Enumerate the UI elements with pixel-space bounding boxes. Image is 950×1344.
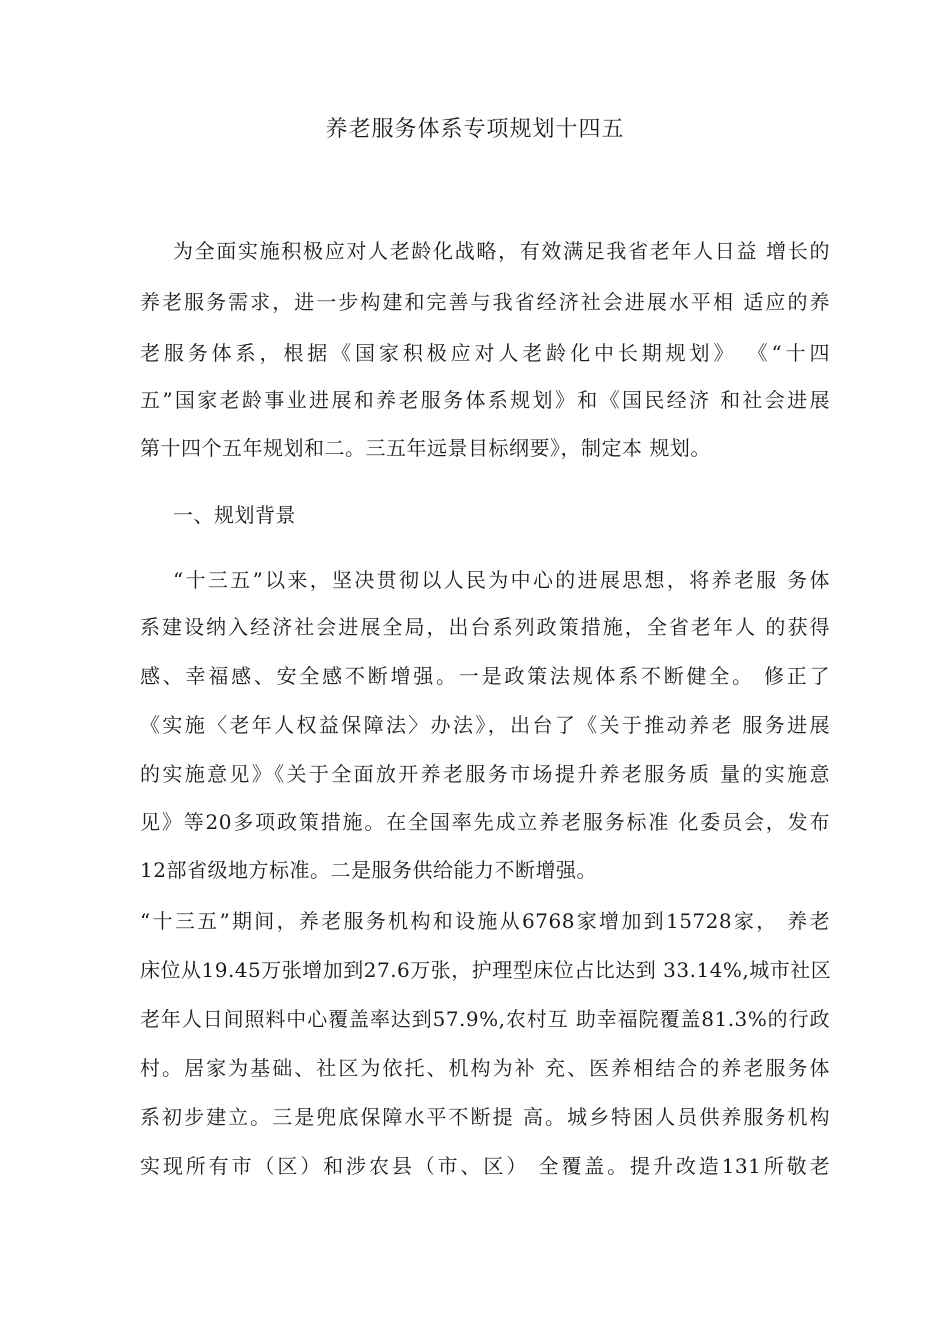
paragraph-line: 《实施〈老年人权益保障法〉办法》，出台了《关于推动养老 服务进展 bbox=[140, 713, 830, 737]
paragraph-line: 实现所有市（区）和涉农县（市、区） 全覆盖。提升改造131所敬老 bbox=[140, 1154, 830, 1178]
paragraph-line: 的实施意见》《关于全面放开养老服务市场提升养老服务质 量的实施意 bbox=[140, 762, 830, 786]
paragraph-line: 为全面实施积极应对人老龄化战略，有效满足我省老年人日益 增长的 bbox=[173, 239, 830, 263]
paragraph-line: 见》等20多项政策措施。在全国率先成立养老服务标准 化委员会，发布 bbox=[140, 810, 830, 834]
paragraph-line: 感、幸福感、安全感不断增强。一是政策法规体系不断健全。 修正了 bbox=[140, 664, 830, 688]
paragraph-line: 村。居家为基础、社区为依托、机构为补 充、医养相结合的养老服务体 bbox=[140, 1056, 830, 1080]
paragraph-line: 床位从19.45万张增加到27.6万张，护理型床位占比达到 33.14%,城市社区 bbox=[140, 958, 832, 982]
paragraph-line: “十三五”以来，坚决贯彻以人民为中心的进展思想，将养老服 务体 bbox=[173, 568, 830, 592]
section-heading: 一、规划背景 bbox=[173, 503, 296, 527]
paragraph-line: 第十四个五年规划和二。三五年远景目标纲要》，制定本 规划。 bbox=[140, 436, 711, 460]
paragraph-line: 系建设纳入经济社会进展全局，出台系列政策措施，全省老年人 的获得 bbox=[140, 615, 830, 639]
paragraph-line: “十三五”期间，养老服务机构和设施从6768家增加到15728家， 养老 bbox=[140, 909, 830, 933]
document-title: 养老服务体系专项规划十四五 bbox=[325, 117, 625, 142]
paragraph-line: 老年人日间照料中心覆盖率达到57.9%,农村互 助幸福院覆盖81.3%的行政 bbox=[140, 1007, 830, 1031]
paragraph-line: 系初步建立。三是兜底保障水平不断提 高。城乡特困人员供养服务机构 bbox=[140, 1105, 830, 1129]
paragraph-line: 养老服务需求，进一步构建和完善与我省经济社会进展水平相 适应的养 bbox=[140, 290, 830, 314]
paragraph-line: 五”国家老龄事业进展和养老服务体系规划》和《国民经济 和社会进展 bbox=[140, 388, 830, 412]
paragraph-line: 12部省级地方标准。二是服务供给能力不断增强。 bbox=[140, 858, 597, 882]
paragraph-line: 老服务体系，根据《国家积极应对人老龄化中长期规划》 《“十四 bbox=[140, 341, 830, 365]
